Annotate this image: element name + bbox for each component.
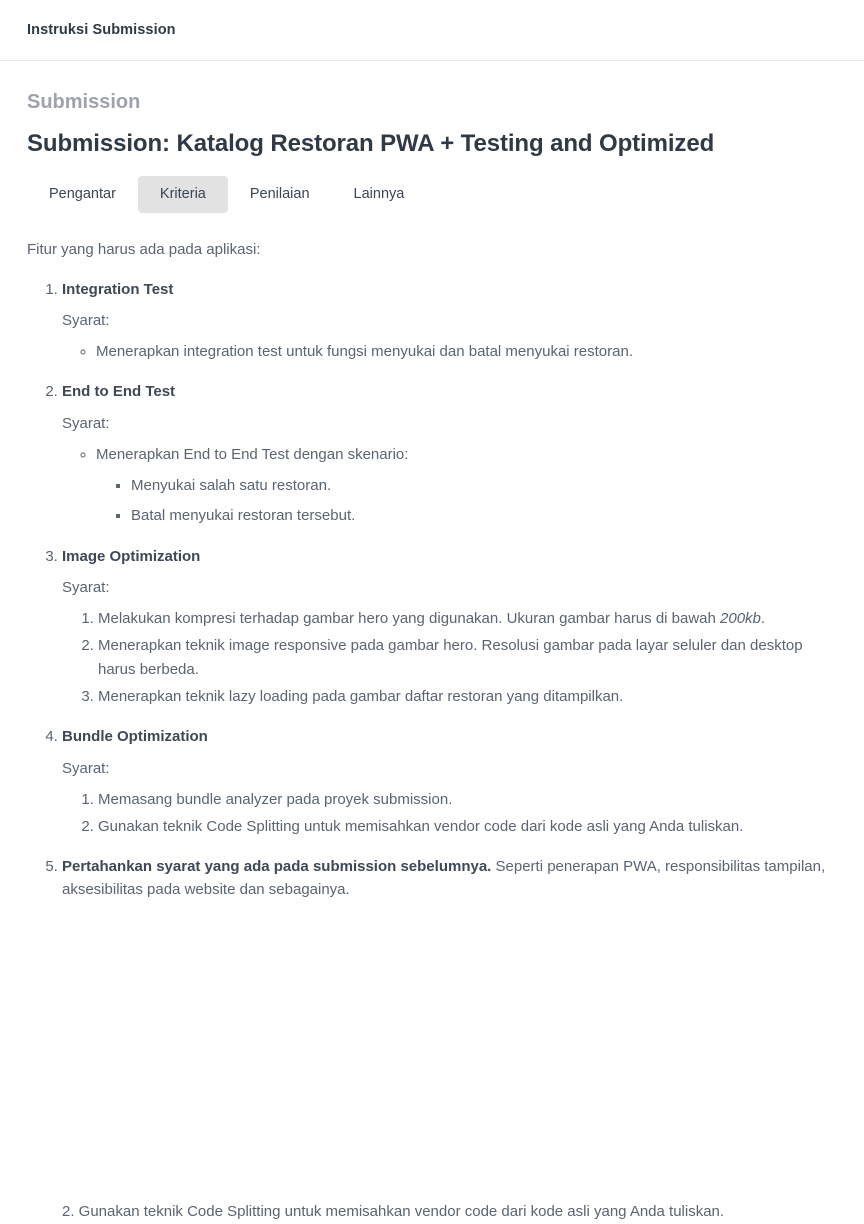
syarat-label: Syarat: [62,414,110,432]
criteria-item-pertahankan-syarat [62,855,837,902]
list-item: ◦ Menerapkan integration test untuk fungsi menyukai dan batal menyukai restoran. [96,340,837,364]
list-item [98,607,837,631]
top-bar [0,0,864,61]
page-title: Submission: Katalog Restoran PWA + Testing and Optimized [27,130,715,157]
criteria-item-integration-test [62,278,837,365]
criteria-title: Bundle Optimization [62,728,208,746]
list-item: 1. Memasang bundle analyzer pada proyek submission. [98,788,837,812]
list-item: 3. Menerapkan teknik lazy loading pada gambar daftar restoran yang ditampilkan. [98,685,837,709]
criteria-sub-list [62,788,837,839]
criteria-item-bundle-optimization [62,725,837,839]
tab-lainnya[interactable]: Lainnya [332,176,427,213]
tab-penilaian[interactable]: Penilaian [228,176,332,213]
list-item: 2. Gunakan teknik Code Splitting untuk memisahkan vendor code dari kode asli yang Anda tuliskan. [98,815,837,839]
syarat-label: Syarat: [62,579,110,597]
criteria-intro: Fitur yang harus ada pada aplikasi: [27,241,261,259]
list-item-text-after: . [760,610,766,628]
cutoff-line: 2. Gunakan teknik Code Splitting untuk memisahkan vendor code dari kode asli yang Anda tuliskan. [62,1203,725,1220]
list-item-text: Menerapkan End to End Test dengan skenario: [96,445,409,463]
criteria-title: End to End Test [62,383,176,401]
tab-pengantar[interactable]: Pengantar [27,176,138,213]
tab-kriteria[interactable]: Kriteria [138,176,228,213]
list-item: 2. Menerapkan teknik image responsive pada gambar hero. Resolusi gambar pada layar seluler dan desktop harus berbeda. [98,634,837,682]
list-item: ▪ Menyukai salah satu restoran. [131,473,837,499]
criteria-item-end-to-end-test [62,380,837,529]
criteria-subsub-list [96,473,837,529]
criteria-title: Integration Test [62,280,174,298]
criteria-sub-list [62,607,837,709]
criteria-item-image-optimization [62,545,837,710]
criteria-title: Pertahankan syarat yang ada pada submission sebelumnya. [62,857,492,875]
tab-bar [27,176,837,213]
criteria-list [27,278,837,902]
list-item-text: Melakukan kompresi terhadap gambar hero yang digunakan. Ukuran gambar harus di bawah [98,610,721,628]
page-eyebrow: Submission [27,91,141,113]
size-emphasis: 200kb [720,610,761,628]
criteria-sub-list [62,340,837,364]
page-content [0,90,864,901]
syarat-label: Syarat: [62,759,110,777]
topbar-title: Instruksi Submission [27,22,176,38]
list-item [96,443,837,529]
criteria-title: Image Optimization [62,547,201,565]
syarat-label: Syarat: [62,312,110,330]
criteria-trailing-text: Seperti penerapan PWA, responsibilitas tampilan, aksesibilitas pada website dan sebagainya. [62,857,826,899]
list-item: ▪ Batal menyukai restoran tersebut. [131,503,837,529]
criteria-sub-list [62,443,837,529]
